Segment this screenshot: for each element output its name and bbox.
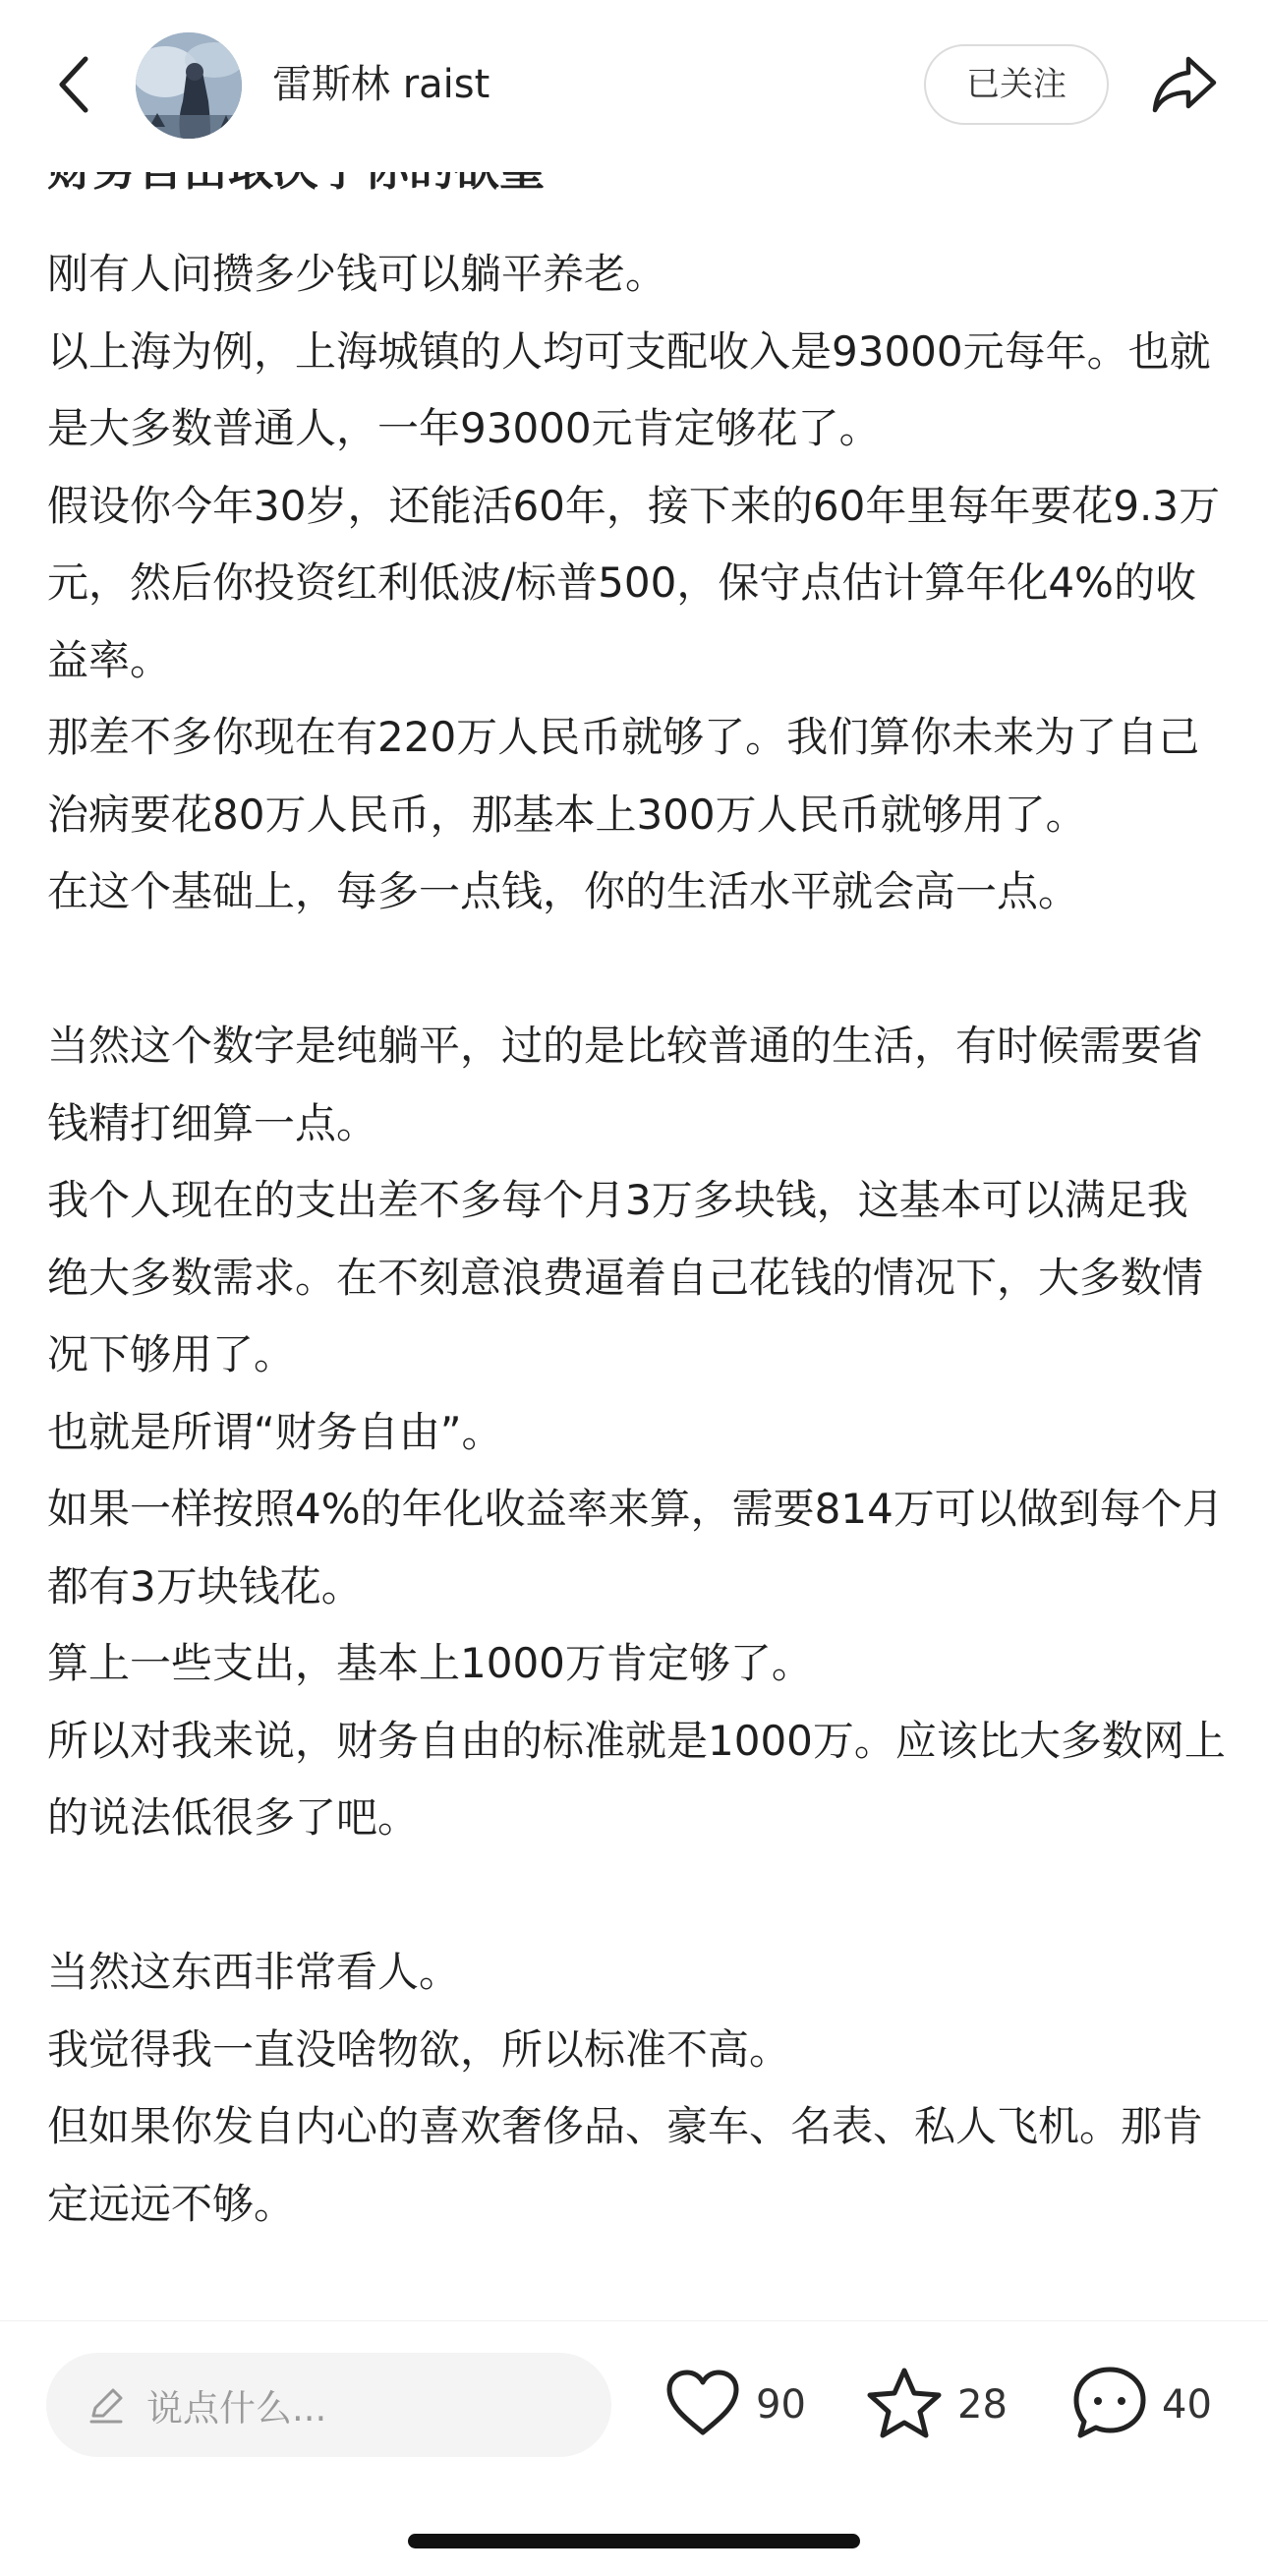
paragraph-spacer <box>47 931 1227 1009</box>
like-count: 90 <box>756 2382 806 2428</box>
paragraph: 假设你今年30岁，还能活60年，接下来的60年里每年要花9.3万元，然后你投资红利低波/标普500，保守点估计算年化4%的收益率。 <box>47 481 1221 684</box>
comment-count: 40 <box>1162 2382 1212 2428</box>
paragraph: 那差不多你现在有220万人民币就够了。我们算你未来为了自己治病要花80万人民币，那基本上300万人民币就够用了。 <box>47 713 1200 839</box>
paragraph: 刚有人问攒多少钱可以躺平养老。 <box>47 250 667 298</box>
share-button[interactable] <box>1145 47 1224 126</box>
paragraph: 所以对我来说，财务自由的标准就是1000万。应该比大多数网上的说法低很多了吧。 <box>47 1716 1226 1842</box>
paragraph: 当然这东西非常看人。 <box>47 1948 461 1996</box>
bottom-action-bar <box>0 2320 1268 2576</box>
comment-input[interactable] <box>46 2353 611 2457</box>
article-body <box>47 140 1227 2243</box>
paragraph: 当然这个数字是纯躺平，过的是比较普通的生活，有时候需要省钱精打细算一点。 <box>47 1022 1204 1147</box>
paragraph: 我个人现在的支出差不多每个月3万多块钱，这基本可以满足我绝大多数需求。在不刻意浪费逼着自己花钱的情况下，大多数情况下够用了。 <box>47 1176 1204 1378</box>
follow-button[interactable]: 已关注 <box>924 44 1109 125</box>
favorite-button[interactable] <box>865 2361 1008 2449</box>
top-nav-bar <box>0 0 1268 172</box>
comment-button[interactable] <box>1071 2361 1212 2449</box>
chat-bubble-icon <box>1071 2365 1148 2445</box>
paragraph: 算上一些支出，基本上1000万肯定够了。 <box>47 1639 813 1687</box>
share-arrow-icon <box>1149 53 1220 120</box>
home-indicator <box>408 2534 860 2548</box>
comment-placeholder: 说点什么... <box>146 2387 327 2430</box>
favorite-count: 28 <box>957 2382 1008 2428</box>
back-button[interactable] <box>44 49 103 123</box>
chevron-left-icon <box>54 53 93 120</box>
paragraph: 如果一样按照4%的年化收益率来算，需要814万可以做到每个月都有3万块钱花。 <box>47 1485 1224 1610</box>
paragraph: 但如果你发自内心的喜欢奢侈品、豪车、名表、私人飞机。那肯定远远不够。 <box>47 2102 1204 2228</box>
star-icon <box>865 2366 944 2444</box>
author-avatar[interactable] <box>136 32 242 139</box>
paragraph: 以上海为例，上海城镇的人均可支配收入是93000元每年。也就是大多数普通人，一年93000元肯定够花了。 <box>47 326 1211 452</box>
paragraph: 在这个基础上，每多一点钱，你的生活水平就会高一点。 <box>47 867 1080 915</box>
paragraph: 也就是所谓“财务自由”。 <box>47 1407 503 1456</box>
paragraph: 我觉得我一直没啥物欲，所以标准不高。 <box>47 2024 791 2074</box>
paragraph-spacer <box>47 1857 1227 1935</box>
author-name[interactable]: 雷斯林 raist <box>272 62 490 107</box>
like-button[interactable] <box>663 2361 806 2449</box>
pencil-icon <box>84 2382 129 2428</box>
heart-icon <box>663 2368 742 2442</box>
